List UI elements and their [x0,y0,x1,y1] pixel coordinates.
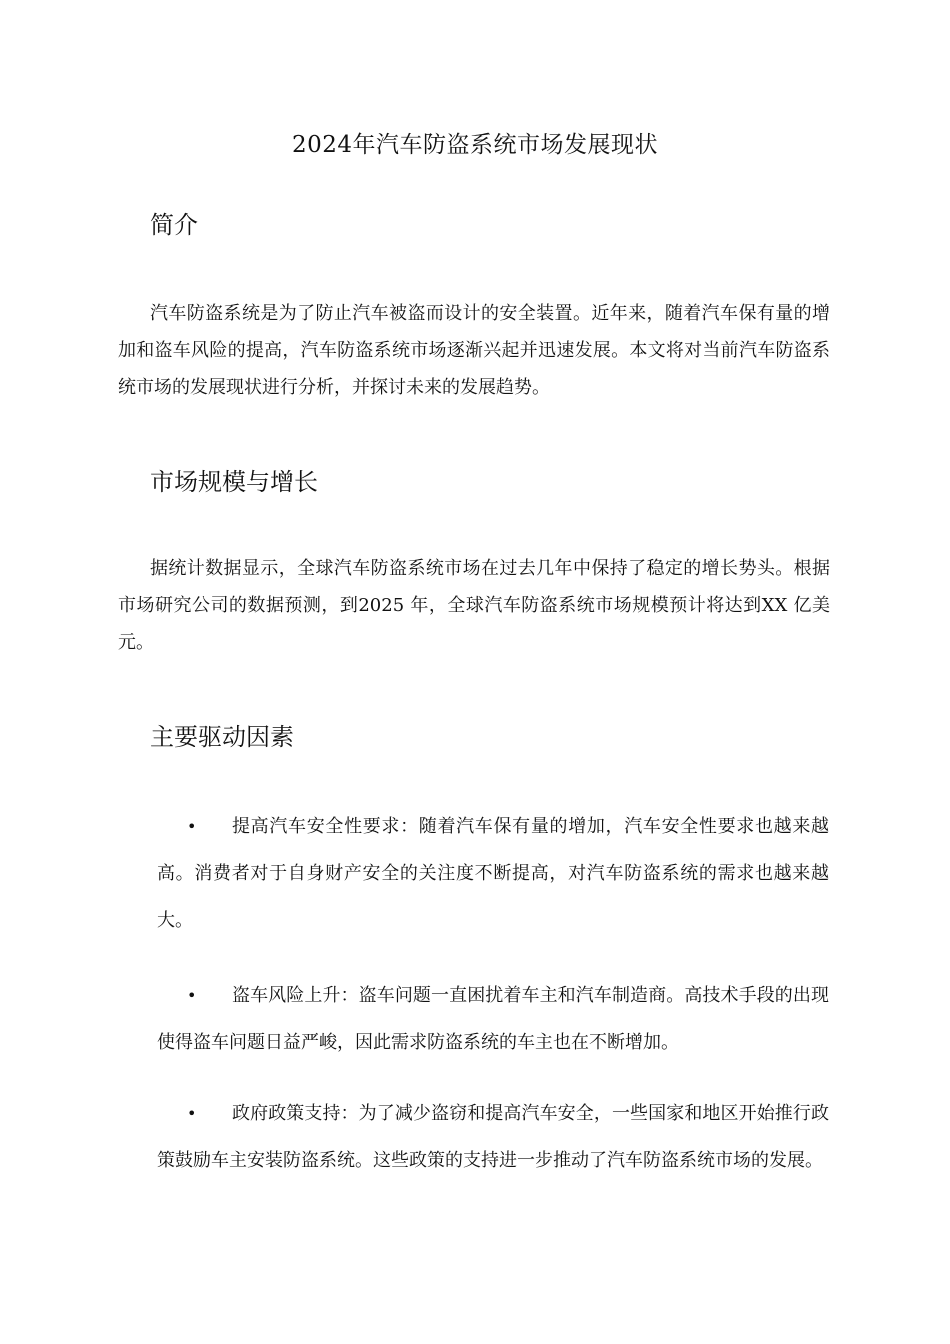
list-item [157,1090,829,1184]
section-heading-drivers: 主要驱动因素 [150,723,294,751]
list-item-text: 盗车风险上升：盗车问题一直困扰着车主和汽车制造商。高技术手段的出现使得盗车问题日益严峻，因此需求防盗系统的车主也在不断增加。 [157,985,829,1053]
list-item [157,803,829,944]
intro-paragraph: 汽车防盗系统是为了防止汽车被盗而设计的安全装置。近年来，随着汽车保有量的增加和盗车风险的提高，汽车防盗系统市场逐渐兴起并迅速发展。本文将对当前汽车防盗系统市场的发展现状进行分析，并探讨未来的发展趋势。 [118,303,830,398]
section-heading-market-size: 市场规模与增长 [150,468,318,496]
section-heading-intro: 简介 [150,211,198,239]
list-item [157,972,829,1066]
list-item-text: 政府政策支持：为了减少盗窃和提高汽车安全，一些国家和地区开始推行政策鼓励车主安装防盗系统。这些政策的支持进一步推动了汽车防盗系统市场的发展。 [157,1103,829,1171]
bullet-dot: • [187,986,197,1005]
bullet-dot: • [187,817,197,836]
market-size-paragraph: 据统计数据显示，全球汽车防盗系统市场在过去几年中保持了稳定的增长势头。根据市场研究公司的数据预测，到2025 年，全球汽车防盗系统市场规模预计将达到XX 亿美元。 [118,558,830,653]
list-item-text: 提高汽车安全性要求：随着汽车保有量的增加，汽车安全性要求也越来越高。消费者对于自身财产安全的关注度不断提高，对汽车防盗系统的需求也越来越大。 [157,816,829,931]
bullet-dot: • [187,1104,197,1123]
document-title: 2024年汽车防盗系统市场发展现状 [291,132,659,158]
